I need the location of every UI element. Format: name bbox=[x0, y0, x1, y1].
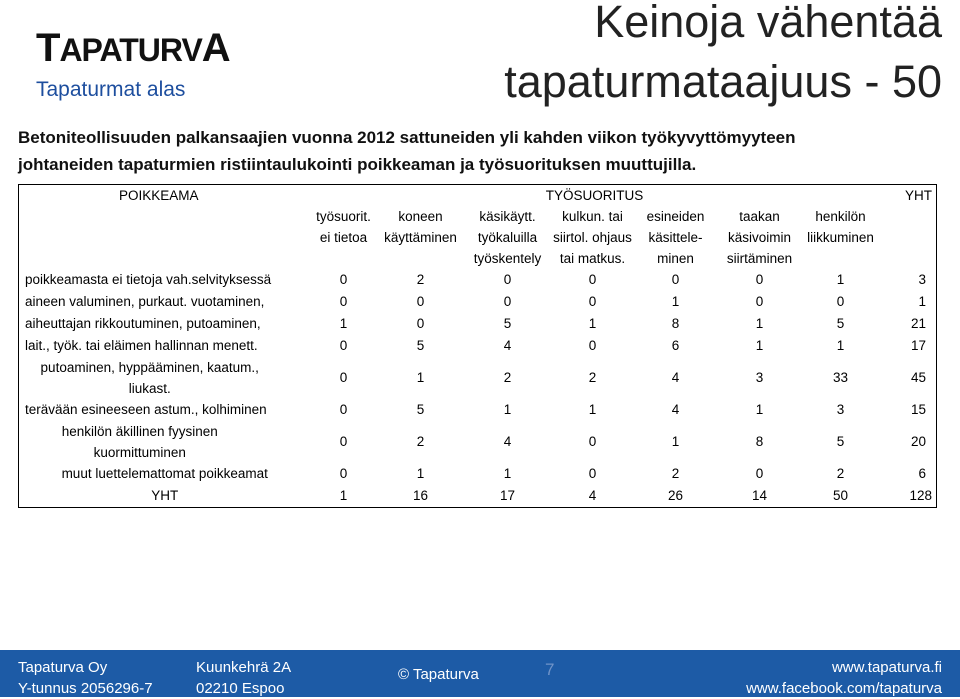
table-row: henkilön äkillinen fyysinen kuormittuminen 0 2 4 0 1 8 5 20 bbox=[61, 424, 926, 460]
title-line-1: Keinoja vähentää bbox=[594, 0, 942, 47]
total-row: YHT 1 16 17 4 26 14 50 128 bbox=[151, 488, 932, 503]
table-row: poikkeamasta ei tietoja vah.selvityksessä 0 2 0 0 0 0 1 3 bbox=[25, 272, 926, 287]
table-row: muut luettelemattomat poikkeamat 0 1 1 0 2 0 2 6 bbox=[61, 466, 926, 481]
footer-bar bbox=[0, 650, 960, 697]
col-header-6: taakan bbox=[739, 209, 780, 224]
crosstab-table: POIKKEAMA TYÖSUORITUS YHT työsuorit. koneen käsikäytt. kulkun. tai esineiden taakan henkilön ei tietoa käyttäminen työkaluilla siirtol. ohjaus käsittele- käsivoimin liikkuminen työskentely tai matkus. minen siirtäminen poikkeamasta ei tietoja vah.selvityksessä 0 2 0 0 0 0 1 3 aineen valuminen, purkaut. vuotaminen, 0 0 0 0 1 0 0 1 aiheuttajan rikkoutuminen, putoaminen, 1 0 5 1 8 1 5 21 lait., työk. tai eläimen hallinnan menett. 0 5 4 0 6 1 1 17 putoaminen, hyppääminen, kaatum., liukast. 0 1 2 2 4 3 33 45 terävään esineeseen astum., kolhiminen 0 5 1 1 4 1 3 15 henkilön äkillinen fyysinen kuormittuminen 0 2 4 0 1 8 5 20 muut luettelemattomat poikkeamat 0 1 1 0 2 0 2 6 YHT 1 16 17 4 26 14 50 128 bbox=[18, 184, 937, 508]
col-header-7: henkilön bbox=[815, 209, 866, 224]
tapaturva-logo: TAPATURVA bbox=[36, 26, 230, 70]
col-header-5: esineiden bbox=[646, 209, 705, 224]
yht-header: YHT bbox=[905, 188, 932, 203]
col-header-4: kulkun. tai bbox=[562, 209, 623, 224]
table-row: aiheuttajan rikkoutuminen, putoaminen, 1 0 5 1 8 1 5 21 bbox=[25, 316, 926, 331]
page-title bbox=[504, 0, 942, 112]
poikkeama-header: POIKKEAMA bbox=[119, 188, 199, 203]
tyosuoritus-header: TYÖSUORITUS bbox=[545, 188, 644, 203]
table-row: lait., työk. tai eläimen hallinnan menett. 0 5 4 0 6 1 1 17 bbox=[25, 338, 926, 353]
page-number: 7 bbox=[545, 660, 555, 679]
footer-facebook-link[interactable]: www.facebook.com/tapaturva bbox=[746, 680, 942, 697]
title-line-2: tapaturmataajuus - 50 bbox=[504, 56, 942, 107]
subtitle bbox=[18, 124, 938, 178]
table-row: terävään esineeseen astum., kolhiminen 0 5 1 1 4 1 3 15 bbox=[25, 402, 926, 417]
subtitle-line-2: johtaneiden tapaturmien ristiintaulukointi poikkeaman ja työsuorituksen muuttujilla. bbox=[18, 155, 697, 174]
footer-ytunnus: Y-tunnus 2056296-7 bbox=[18, 680, 153, 697]
col-header-2: koneen bbox=[398, 209, 443, 224]
table-row: putoaminen, hyppääminen, kaatum., liukast. 0 1 2 2 4 3 33 45 bbox=[40, 360, 926, 396]
footer-web-link[interactable]: www.tapaturva.fi bbox=[831, 659, 942, 676]
col-header-3: käsikäytt. bbox=[479, 209, 536, 224]
col-header-1: työsuorit. bbox=[316, 209, 371, 224]
tagline: Tapaturmat alas bbox=[36, 78, 186, 101]
footer-city: 02210 Espoo bbox=[196, 680, 285, 697]
footer-copyright: © Tapaturva bbox=[398, 666, 479, 683]
footer-company: Tapaturva Oy bbox=[18, 659, 108, 676]
table-row: aineen valuminen, purkaut. vuotaminen, 0 0 0 0 1 0 0 1 bbox=[25, 294, 926, 309]
subtitle-line-1: Betoniteollisuuden palkansaajien vuonna 2012 sattuneiden yli kahden viikon työkyvyttömyyteen bbox=[18, 128, 796, 147]
footer-street: Kuunkehrä 2A bbox=[196, 659, 292, 676]
